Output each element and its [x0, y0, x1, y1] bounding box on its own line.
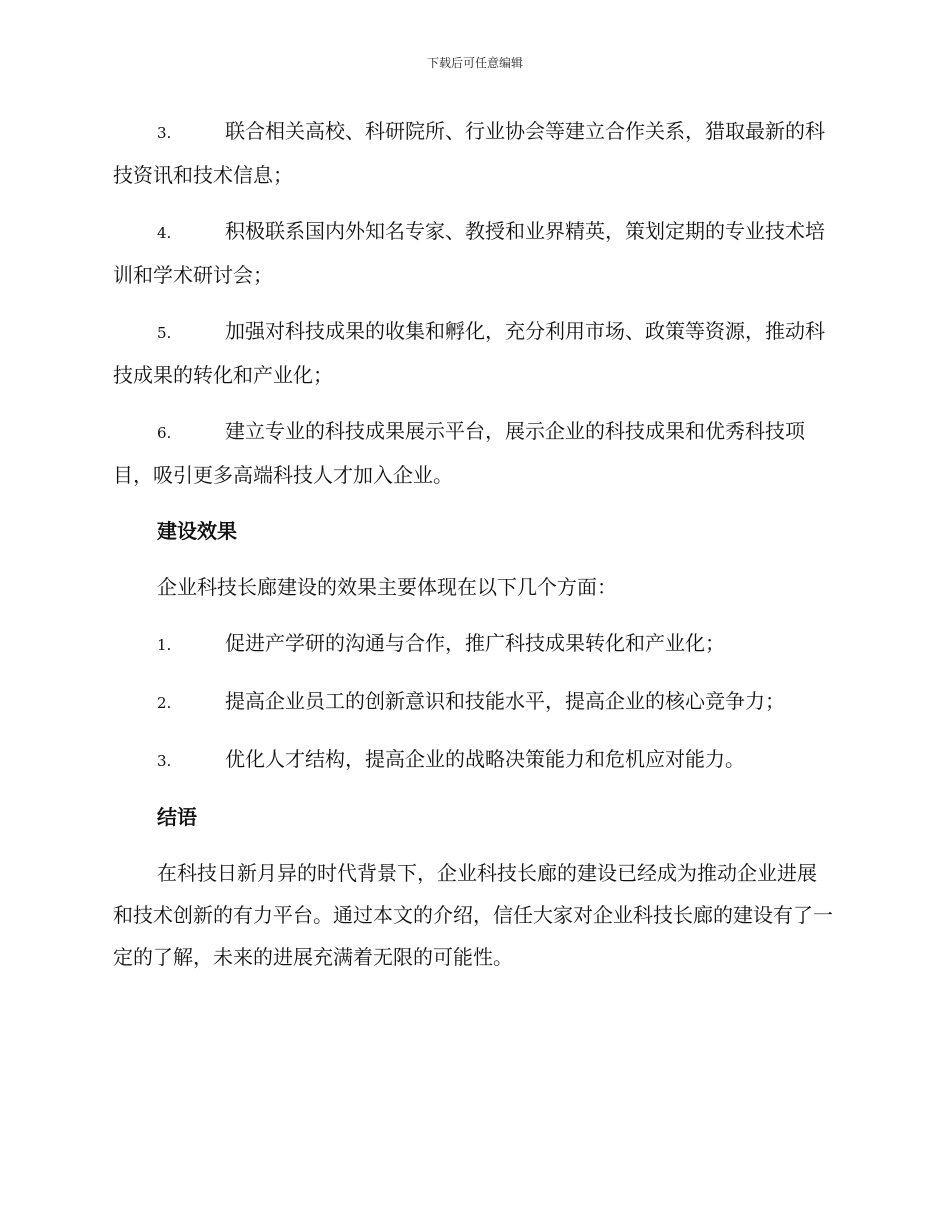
document-body	[113, 110, 833, 992]
list-item	[113, 622, 833, 666]
list-item	[113, 738, 833, 782]
section-intro: 企业科技长廊建设的效果主要体现在以下几个方面：	[157, 575, 617, 599]
list-item-text: 积极联系国内外知名专家、教授和业界精英，策划定期的专业技术培训和学术研讨会；	[113, 219, 825, 287]
list-item-text: 优化人才结构，提高企业的战略决策能力和危机应对能力。	[225, 747, 745, 771]
conclusion-paragraph: 在科技日新月异的时代背景下，企业科技长廊的建设已经成为推动企业进展和技术创新的有力平台。通过本文的介绍，信任大家对企业科技长廊的建设有了一定的了解，未来的进展充满着无限的可能性。	[113, 861, 833, 969]
list-item-number: 3.	[157, 124, 172, 142]
page-header-note: 下载后可任意编辑	[426, 56, 523, 70]
list-item-text: 联合相关高校、科研院所、行业协会等建立合作关系，猎取最新的科技资讯和技术信息；	[113, 119, 825, 187]
list-item	[113, 310, 833, 396]
list-item-text: 建立专业的科技成果展示平台，展示企业的科技成果和优秀科技项目，吸引更多高端科技人才加入企业。	[113, 419, 805, 487]
list-item-number: 6.	[157, 424, 172, 442]
section-heading-conclusion: 结语	[157, 805, 197, 829]
list-item-number: 1.	[157, 636, 172, 654]
list-item-text: 促进产学研的沟通与合作，推广科技成果转化和产业化；	[225, 631, 725, 655]
list-item	[113, 410, 833, 496]
section-heading-effects: 建设效果	[157, 519, 237, 543]
list-item-number: 2.	[157, 694, 172, 712]
list-item-text: 加强对科技成果的收集和孵化，充分利用市场、政策等资源，推动科技成果的转化和产业化；	[113, 319, 825, 387]
list-item	[113, 210, 833, 296]
list-item-number: 4.	[157, 224, 172, 242]
list-item-number: 3.	[157, 752, 172, 770]
list-item-number: 5.	[157, 324, 172, 342]
list-item	[113, 110, 833, 196]
list-item	[113, 680, 833, 724]
list-item-text: 提高企业员工的创新意识和技能水平，提高企业的核心竞争力；	[225, 689, 785, 713]
